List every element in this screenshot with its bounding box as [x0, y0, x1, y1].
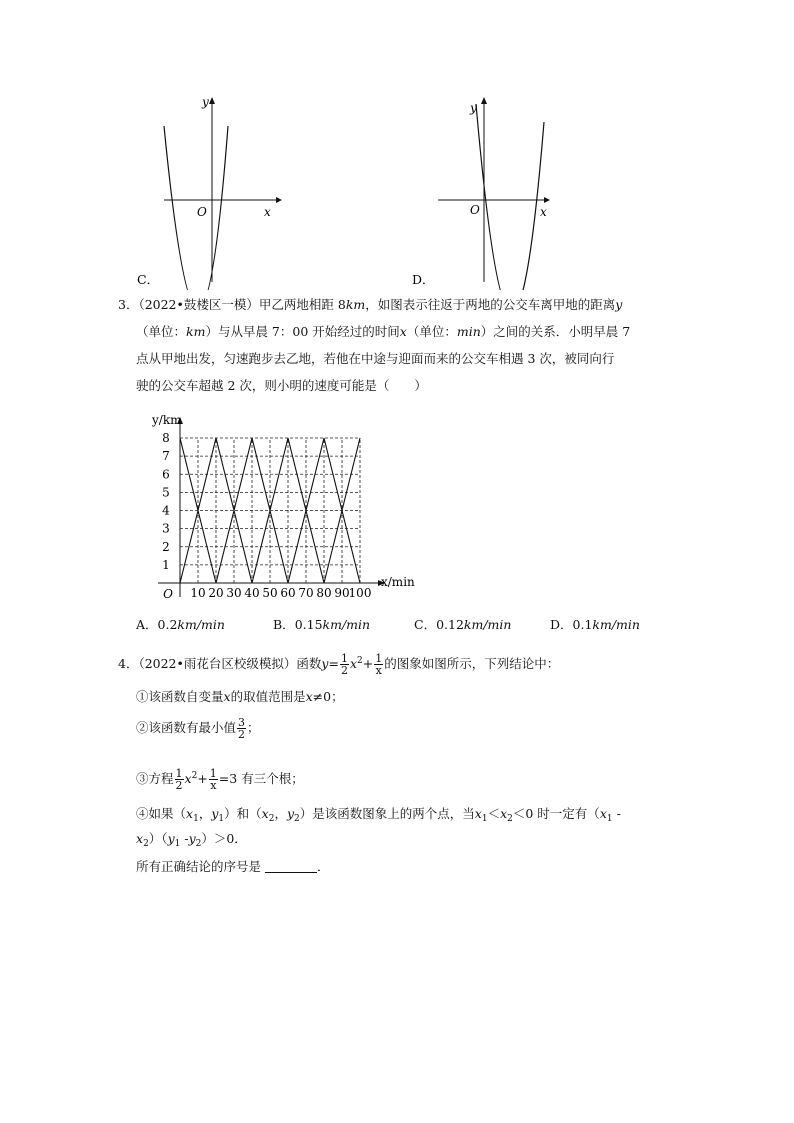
q3-option-a-label: A．	[136, 617, 158, 632]
y-tick-label-4: 4	[162, 503, 170, 518]
q3-line2	[136, 324, 630, 340]
q4-s4-lt2: ＜0 时一定有（	[512, 806, 600, 821]
x-tick-label-90: 90	[334, 586, 350, 600]
q4-line1	[118, 648, 559, 677]
q3-text-1: 甲乙两地相距 8	[258, 297, 346, 312]
q3-option-b-label: B．	[273, 617, 295, 632]
graph-c-parabola	[164, 126, 228, 290]
q4-s4-sub1: 1	[193, 814, 199, 824]
q3-option-d-value: 0.1	[572, 617, 593, 632]
x-tick-label-30: 30	[226, 586, 242, 600]
q3-option-b-value: 0.15	[294, 617, 323, 632]
q4-s4-lt1: ＜	[487, 806, 501, 821]
q4-s3-frac-half-den: 2	[175, 779, 183, 792]
graph-c-y-label: y	[202, 95, 209, 109]
q4-s4-sep1: ，	[198, 806, 212, 821]
graph-c	[130, 92, 290, 290]
q4-s4-x1c: x	[474, 806, 482, 821]
q4-statement-3	[136, 762, 304, 793]
y-tick-label-5: 5	[162, 485, 170, 500]
q4-s4-l2-minus: -	[180, 831, 189, 846]
q4-statement-4-line2	[136, 831, 247, 852]
q4-statement-4	[136, 806, 621, 827]
q4-func-frac-inv-num: 1	[375, 652, 383, 665]
q4-s3-a: ③方程	[136, 771, 174, 786]
q4-s4-x: x	[186, 806, 194, 821]
q3-option-d-label: D．	[550, 617, 573, 632]
graph-c-x-arrow	[276, 197, 282, 203]
q4-statement-2	[136, 714, 260, 742]
q4-s4-l2-sub2: 2	[143, 839, 149, 849]
q4-source: （2022•雨花台区校级模拟）	[138, 656, 297, 671]
q4-s1-x: x	[223, 689, 231, 704]
graph-c-option-label: C．	[137, 272, 160, 287]
q3-text-2c: （单位：	[406, 324, 457, 339]
q4-s4-sub2: 2	[268, 814, 275, 824]
q4-s4-x2c: x	[500, 806, 508, 821]
q4-s4-l2-a: ）（	[148, 831, 168, 846]
y-tick-label-1: 1	[162, 557, 170, 572]
y-tick-label-2: 2	[162, 539, 170, 554]
q4-s4-sub2c: 2	[507, 814, 513, 824]
q4-func-frac-inv-den: x	[375, 664, 382, 677]
q3-option-c-unit: km/min	[463, 617, 512, 632]
x-tick-label-50: 50	[262, 586, 278, 600]
q4-s4-x1d: x	[599, 806, 607, 821]
q4-final-end: ．	[317, 859, 330, 874]
q4-s4-y: y	[211, 806, 219, 821]
q4-s4-sub1c: 1	[481, 814, 488, 824]
x-tick-label-80: 80	[316, 586, 332, 600]
bus-distance-chart	[136, 398, 436, 608]
y-tick-label-8: 8	[162, 431, 170, 445]
q4-s2-frac-num: 3	[238, 716, 246, 729]
q3-unit-km: km	[345, 297, 366, 312]
y-tick-label-6: 6	[162, 467, 170, 482]
q3-text-2a: （单位：	[136, 324, 187, 339]
q4-s4-l2-b: ）＞0．	[201, 831, 247, 846]
graph-d-x-label: x	[540, 205, 547, 219]
x-axis-label: x/min	[381, 575, 415, 589]
q3-option-d[interactable]	[550, 617, 640, 633]
q4-s4-l2-sub1: 1	[174, 839, 181, 849]
q3-option-b-unit: km/min	[322, 617, 371, 632]
q3-option-a-value: 0.2	[157, 617, 178, 632]
x-tick-label-70: 70	[298, 586, 314, 600]
q4-func-plus: +	[362, 656, 374, 671]
graph-d-option-label: D．	[412, 272, 435, 287]
q4-s4-l2-y1: y	[167, 831, 175, 846]
q4-s3-plus: +	[197, 771, 208, 786]
q4-intro-end: 的图象如图所示，下列结论中：	[384, 656, 560, 671]
q4-s2-end: ；	[247, 720, 260, 735]
q4-s1-c: x	[305, 689, 313, 704]
q4-s2-frac	[237, 717, 246, 740]
q4-s2-a: ②该函数有最小值	[136, 720, 237, 735]
q4-s3-frac-half	[175, 768, 184, 791]
q3-line4: 驶的公交车超越 2 次，则小明的速度可能是（ ）	[136, 378, 427, 393]
graph-d-parabola	[476, 104, 544, 290]
q4-s4-l2-x2: x	[136, 831, 144, 846]
q4-s4-and: ）和（	[224, 806, 262, 821]
q4-func-frac-inv	[374, 653, 383, 676]
q4-func-y: y	[321, 656, 329, 671]
origin-label: O	[163, 587, 173, 601]
q4-s1-a: ①该函数自变量	[136, 689, 224, 704]
q3-text-2b: ）与从早晨 7：00 开始经过的时间	[205, 324, 400, 339]
q4-s4-b: ）是该函数图象上的两个点，当	[299, 806, 475, 821]
q4-s4-sep2: ，	[274, 806, 287, 821]
q4-final-text: 所有正确结论的序号是	[136, 859, 262, 874]
q3-text-2d: ）之间的关系．小明早晨 7	[480, 324, 631, 339]
q4-s4-y2: y	[286, 806, 295, 821]
q3-option-d-unit: km/min	[592, 617, 640, 632]
answer-blank[interactable]	[265, 860, 317, 873]
q3-line1	[118, 297, 622, 313]
q3-var-y: y	[615, 297, 623, 312]
q4-number: 4．	[118, 656, 139, 671]
x-tick-label-40: 40	[244, 586, 260, 600]
q3-option-b[interactable]	[273, 617, 370, 633]
q3-option-a[interactable]	[136, 617, 225, 633]
q4-s3-x: x	[184, 771, 192, 786]
graph-d-x-arrow	[544, 197, 550, 203]
graph-c-y-arrow	[209, 97, 215, 104]
q4-s4-minus: -	[612, 806, 621, 821]
q4-s2-frac-den: 2	[238, 728, 246, 741]
q4-final	[136, 859, 330, 875]
graph-c-origin: O	[197, 205, 207, 219]
graph-c-x-label: x	[264, 205, 271, 219]
q4-s3-sq: 2	[191, 771, 198, 781]
q4-intro: 函数	[296, 656, 322, 671]
q3-line3: 点从甲地出发，匀速跑步去乙地，若他在中途与迎面而来的公交车相遇 3 次，被同向行	[136, 351, 615, 366]
q4-s4-l2-y2: y	[188, 831, 196, 846]
q3-text-1b: ，如图表示往返于两地的公交车离甲地的距离	[365, 297, 616, 312]
q4-s4-sub1d: 1	[606, 814, 613, 824]
x-tick-label-100: 100	[348, 586, 372, 600]
q3-option-c[interactable]	[414, 617, 511, 633]
q4-s1-d: ≠0；	[312, 689, 344, 704]
graph-d-y-arrow	[481, 97, 487, 104]
q4-s3-frac-inv-den: x	[210, 779, 217, 792]
y-tick-label-7: 7	[162, 449, 170, 464]
q4-func-frac-half	[340, 653, 349, 676]
q4-func-eq: =	[328, 656, 339, 671]
q4-s3-frac-half-num: 1	[175, 767, 183, 780]
q4-func-x: x	[349, 656, 358, 671]
q4-s4-a: ④如果（	[136, 806, 187, 821]
q4-func-frac-half-den: 2	[340, 664, 348, 677]
q4-s4-sub2b: 2	[294, 814, 300, 824]
q3-unit-min: min	[456, 324, 481, 339]
graph-d-origin: O	[470, 203, 480, 217]
q4-s4-l2-sub2b: 2	[195, 839, 202, 849]
q4-s3-frac-inv	[209, 768, 218, 791]
q3-option-c-label: C．	[414, 617, 437, 632]
y-tick-label-3: 3	[162, 521, 170, 536]
q4-func-frac-half-num: 1	[340, 652, 348, 665]
x-tick-label-10: 10	[190, 586, 206, 600]
graph-d-y-label: y	[470, 101, 477, 115]
q4-s3-eq: =3 有三个根；	[218, 771, 304, 786]
q4-func-sq: 2	[357, 656, 363, 666]
y-axis-label: y/km	[152, 413, 182, 427]
q4-statement-1	[136, 689, 344, 705]
graph-d	[404, 92, 564, 290]
q3-source: （2022•鼓楼区一模）	[138, 297, 259, 312]
q4-s1-b: 的取值范围是	[230, 689, 306, 704]
q4-s4-x2: x	[261, 806, 269, 821]
q3-unit-km-2: km	[186, 324, 206, 339]
q4-s3-frac-inv-num: 1	[209, 767, 217, 780]
x-tick-label-60: 60	[280, 586, 296, 600]
q3-var-x: x	[399, 324, 407, 339]
q4-s4-sub1b: 1	[218, 814, 225, 824]
x-tick-label-20: 20	[208, 586, 224, 600]
q3-option-a-unit: km/min	[177, 617, 225, 632]
q3-option-c-value: 0.12	[436, 617, 464, 632]
q3-number: 3．	[118, 297, 139, 312]
